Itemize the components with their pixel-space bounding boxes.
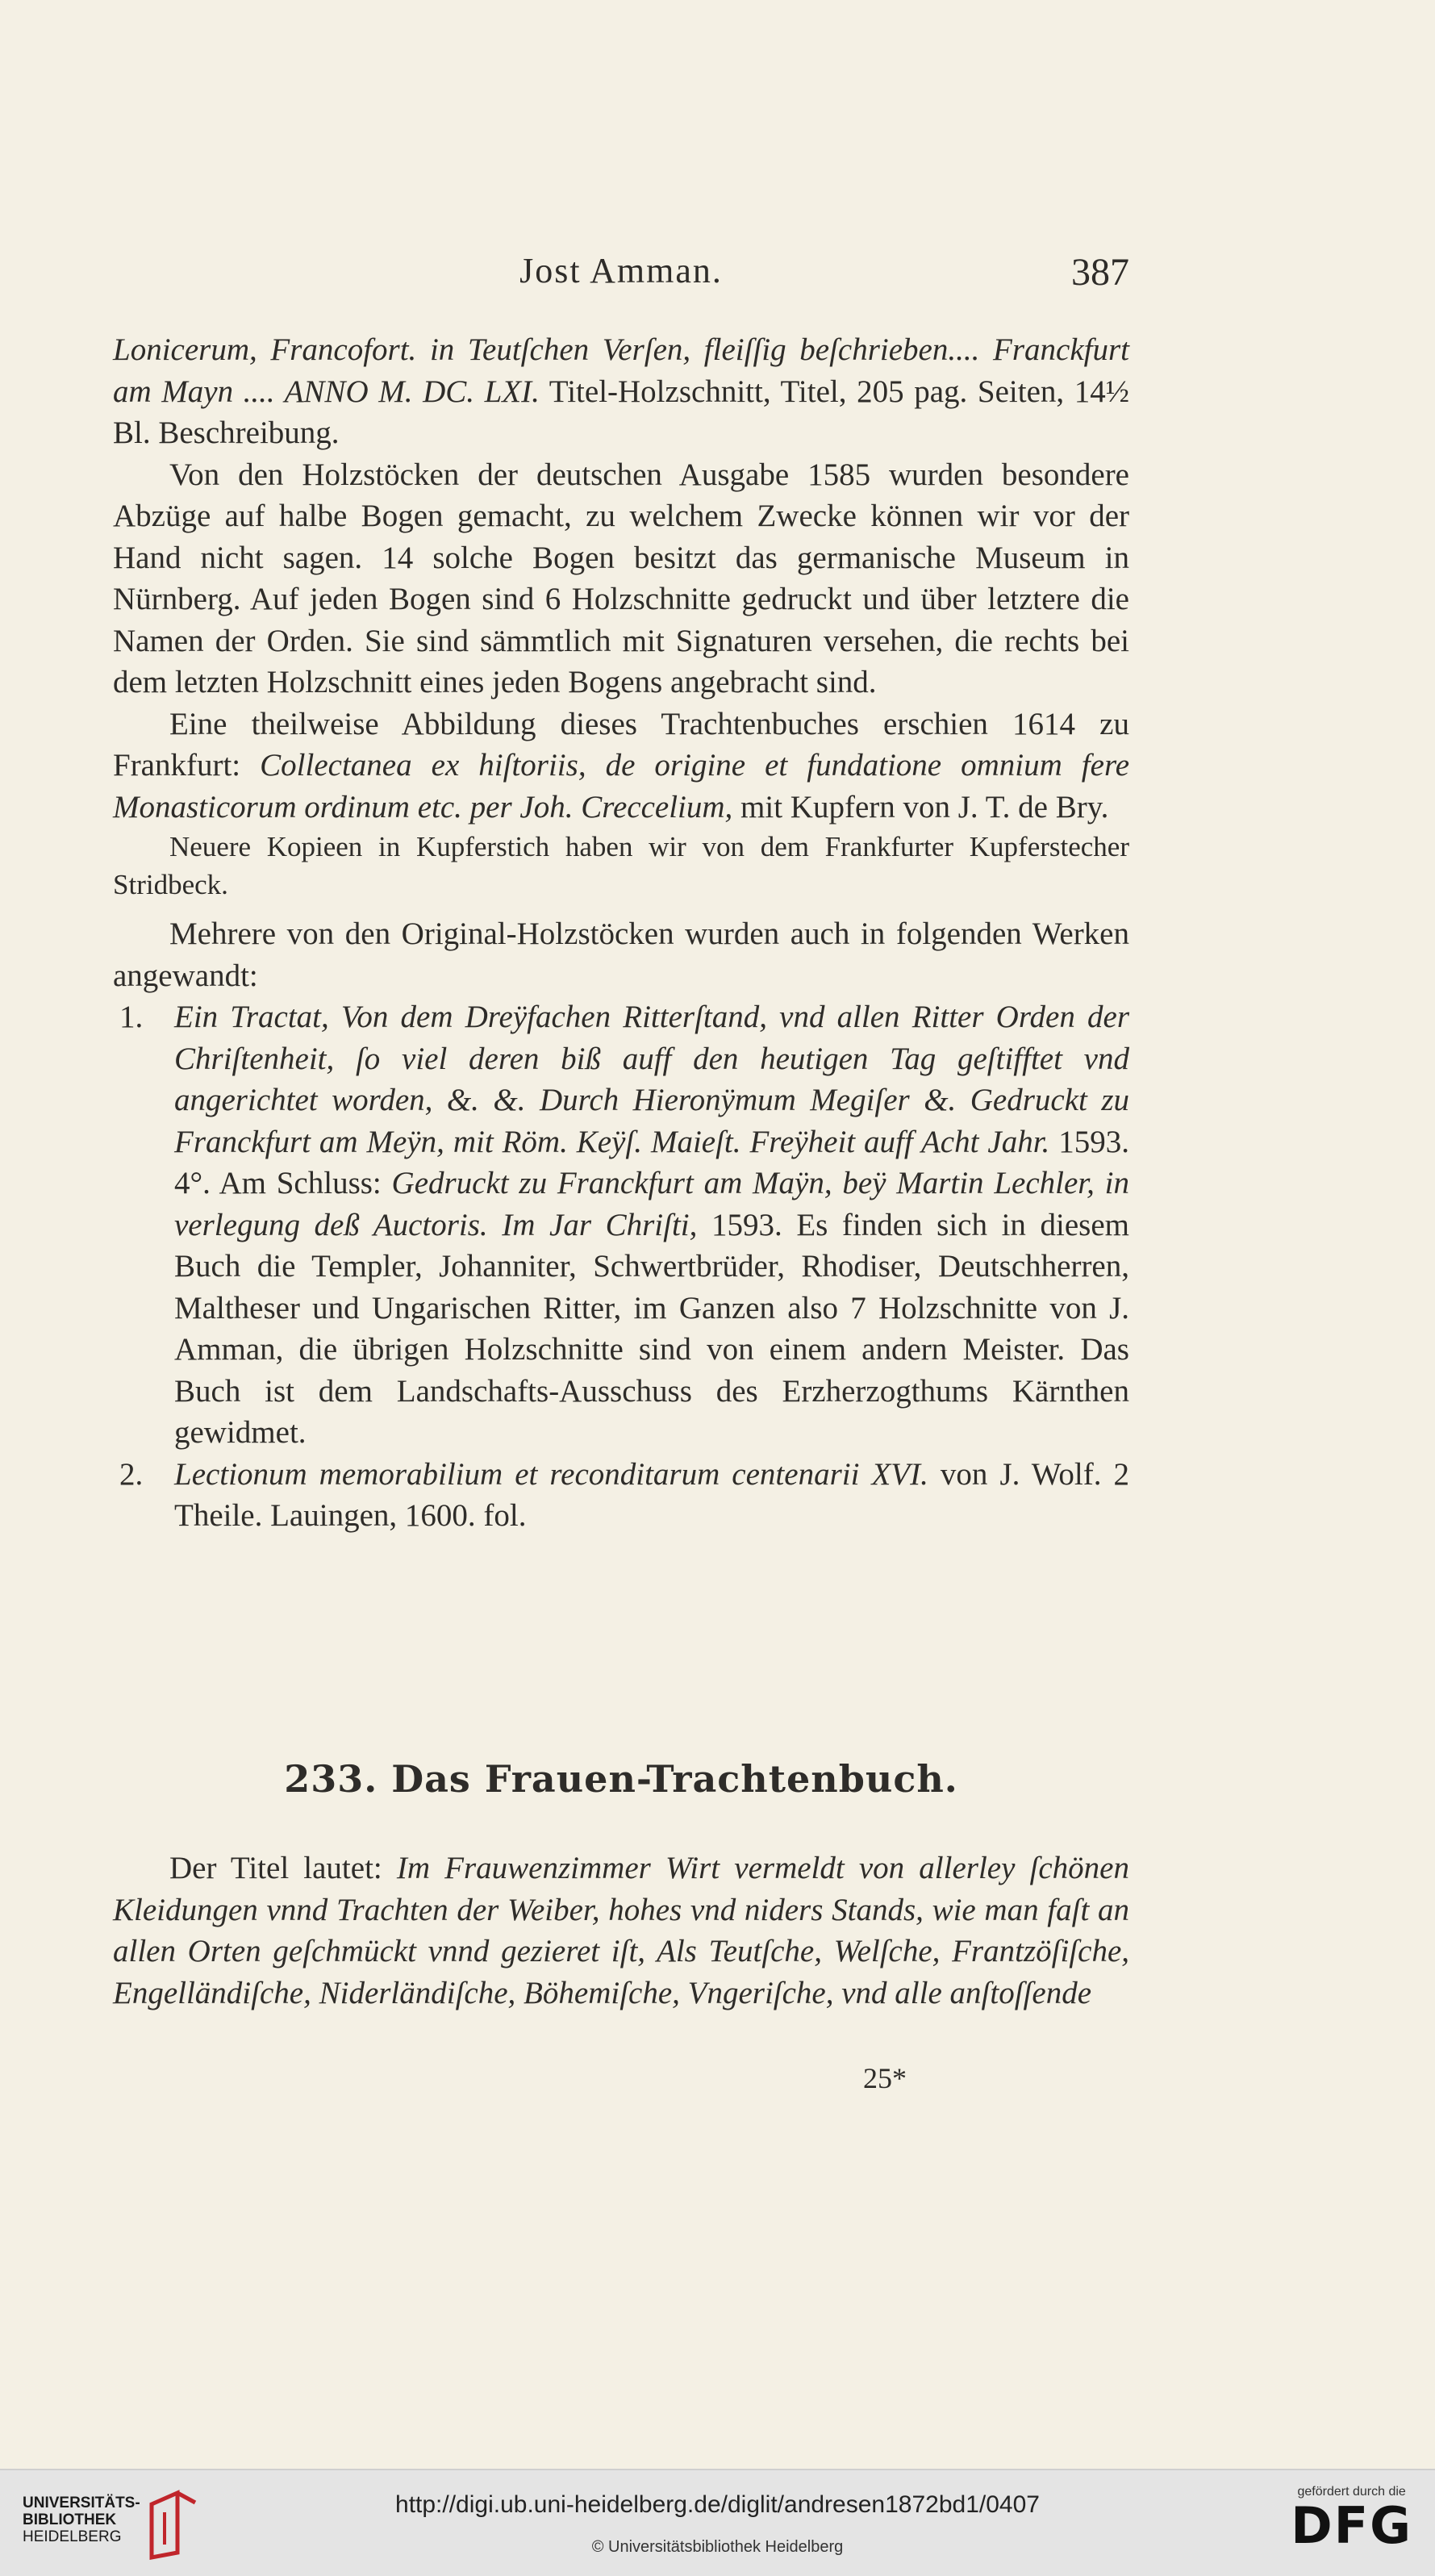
signature-mark: 25*	[863, 2062, 907, 2094]
funder-label: gefördert durch die	[1297, 2485, 1406, 2499]
text-run: Von den Holzstöcken der deutschen Ausgabe 1585 wurden besondere Abzüge auf halbe Bogen gemacht, zu welchem Zwecke können wir vor der Hand nicht sagen. 14 solche Bogen besitzt das germanische Museum in Nürnberg. Auf jeden Bogen sind 6 Holzschnitte gedruckt und über letztere die Namen der Orden. Sie sind sämmtlich mit Signaturen versehen, die rechts bei dem letzten Holzschnitt eines jeden Bogens angebracht sind.	[113, 457, 1129, 699]
header-title: Jost Amman.	[519, 251, 723, 290]
body-text-continued	[113, 1847, 1129, 2014]
italic-text-run: Collectanea ex hiſtoriis, de origine et fundatione omnium fere Monasticorum ordinum etc. per Joh. Creccelium,	[113, 748, 1129, 825]
library-name-line: UNIVERSITÄTS-	[23, 2495, 140, 2511]
text-run: 1593. Es finden sich in diesem Buch die Templer, Johanniter, Schwertbrüder, Rhodiser, Deutschherren, Maltheser und Ungarischen Ritter, im Ganzen also 7 Holzschnitte von J. Amman, die übrigen Holzschnitte sind von einem andern Meister. Das Buch ist dem Landschafts-Ausschuss des Erzherzogthums Kärnthen gewidmet.	[174, 1207, 1129, 1450]
text-run: 1593. 4°. Am Schluss:	[174, 1124, 1130, 1200]
text-run: mit Kupfern von J. T. de Bry.	[732, 789, 1109, 825]
list-item-text	[174, 996, 1129, 1454]
paragraph	[113, 1847, 1129, 2014]
list-item	[113, 996, 1129, 1454]
italic-text-run: Gedruckt zu Franckfurt am Maÿn, beÿ Martin Lechler, in verlegung deß Auctoris. Im Jar Chriſti,	[174, 1166, 1129, 1242]
italic-text-run: Ein Tractat, Von dem Dreÿfachen Ritterſtand, vnd allen Ritter Orden der Chriſtenheit, ſo viel deren biß auff den heutigen Tag geſtifftet vnd angerichtet worden, &. &. Durch Hieronÿmum Megiſer &. Gedruckt zu Franckfurt am Meÿn, mit Röm. Keÿſ. Maieſt. Freÿheit auff Acht Jahr.	[174, 1000, 1129, 1159]
library-name-line: BIBLIOTHEK	[23, 2511, 117, 2528]
copyright-notice: © Universitätsbibliothek Heidelberg	[591, 2538, 844, 2556]
paragraph	[113, 703, 1129, 829]
italic-text-run: Im Frauwenzimmer Wirt vermeldt von allerley ſchönen Kleidungen vnnd Trachten der Weiber, hohes vnd niders Stands, wie man faſt an allen Orten geſchmückt vnnd gezieret iſt, Als Teutſche, Welſche, Frantzöſiſche, Engelländiſche, Niderländiſche, Böhemiſche, Vngeriſche, vnd alle anſtoſſende	[113, 1851, 1129, 2010]
body-text	[113, 329, 1129, 1537]
paragraph-small	[113, 828, 1129, 904]
running-header	[113, 242, 1129, 307]
paragraph	[113, 329, 1129, 454]
dfg-logo-icon: DFG	[1291, 2496, 1412, 2555]
permalink-url[interactable]: http://digi.ub.uni-heidelberg.de/diglit/andresen1872bd1/0407	[395, 2491, 1040, 2518]
paragraph	[113, 913, 1129, 996]
text-run: Der Titel lautet:	[169, 1851, 397, 1885]
library-name-line: HEIDELBERG	[23, 2528, 122, 2545]
list-item	[113, 1454, 1129, 1537]
funder-logo[interactable]	[1291, 2485, 1412, 2553]
page-number: 387	[1071, 251, 1129, 294]
footer-bar	[0, 2469, 1435, 2576]
italic-text-run: Lonicerum, Francofort. in Teutſchen Verſen, fleiſſig beſchrieben.... Franckfurt am Mayn .... ANNO M. DC. LXI.	[113, 332, 1129, 409]
list-item-text	[174, 1454, 1129, 1537]
section-heading: 233. Das Frauen-Trachtenbuch.	[284, 1757, 958, 1801]
text-run: Neuere Kopieen in Kupferstich haben wir von dem Frankfurter Kupferstecher Stridbeck.	[113, 831, 1129, 900]
text-run: Titel-Holzschnitt, Titel, 205 pag. Seiten, 14½ Bl. Beschreibung.	[113, 374, 1129, 450]
text-run: Eine theilweise Abbildung dieses Trachtenbuches erschien 1614 zu Frankfurt:	[113, 706, 1129, 783]
list-number: 1.	[119, 1000, 144, 1034]
list-number: 2.	[119, 1456, 144, 1492]
paragraph	[113, 454, 1129, 703]
text-run: von J. Wolf. 2 Theile. Lauingen, 1600. fol.	[174, 1456, 1130, 1533]
italic-text-run: Lectionum memorabilium et reconditarum centenarii XVI.	[174, 1456, 928, 1492]
text-run: Mehrere von den Original-Holzstöcken wurden auch in folgenden Werken angewandt:	[113, 916, 1129, 993]
